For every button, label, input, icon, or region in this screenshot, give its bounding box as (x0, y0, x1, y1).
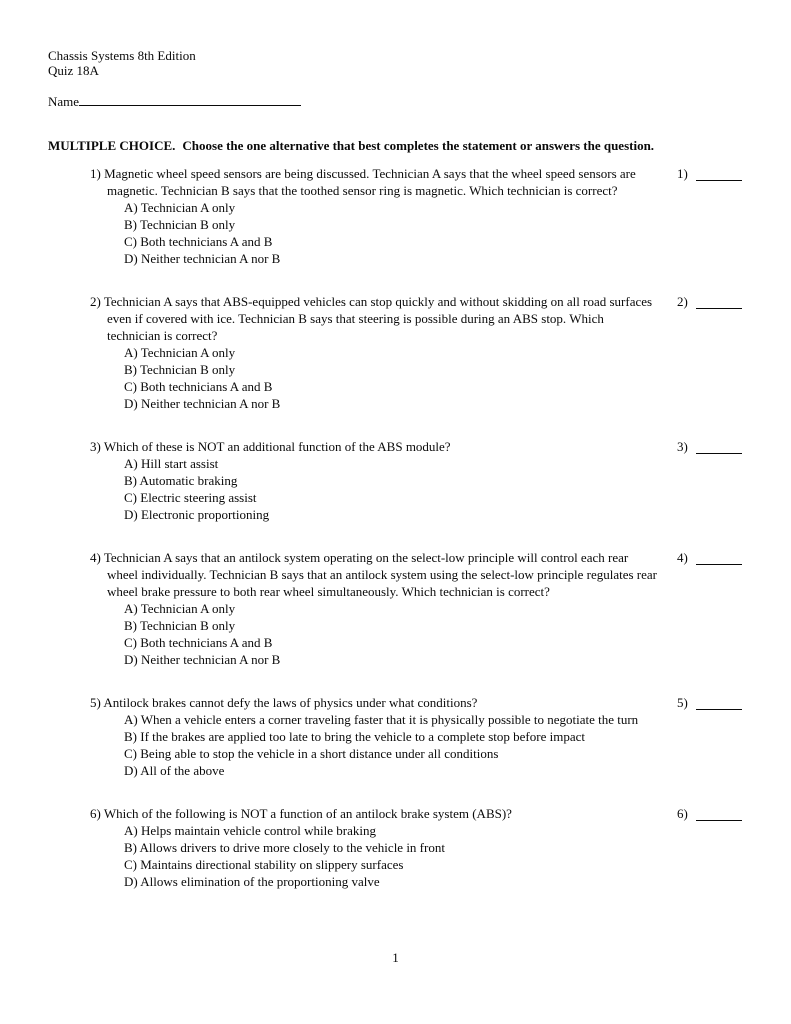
option-list (124, 344, 660, 412)
option: A) Technician A only (124, 200, 236, 215)
option: A) Technician A only (124, 601, 236, 616)
option: A) Technician A only (124, 345, 236, 360)
page-footer (0, 949, 791, 966)
question-5 (90, 694, 745, 779)
answer-number: 5) (677, 695, 688, 710)
option: A) Helps maintain vehicle control while braking (124, 823, 376, 838)
option-list (124, 600, 660, 668)
question-number: 3) (90, 439, 101, 454)
option: C) Both technicians A and B (124, 234, 273, 249)
option: B) If the brakes are applied too late to bring the vehicle to a complete stop before impact (124, 729, 585, 744)
question-text: 2) Technician A says that ABS-equipped vehicles can stop quickly and without skidding on all road surfaces even if covered with ice. Technician B says that steering is possible during an ABS stop. Which technician is correct? (90, 294, 653, 343)
option: D) Allows elimination of the proportioning valve (124, 874, 380, 889)
option: B) Technician B only (124, 362, 236, 377)
option: D) All of the above (124, 763, 225, 778)
question-text: 5) Antilock brakes cannot defy the laws of physics under what conditions? (90, 695, 478, 710)
answer-number: 4) (677, 550, 688, 565)
option: D) Neither technician A nor B (124, 396, 281, 411)
answer-area (677, 805, 745, 822)
question-3 (90, 438, 745, 523)
answer-blank[interactable] (696, 438, 742, 454)
answer-number: 2) (677, 294, 688, 309)
option: B) Technician B only (124, 618, 236, 633)
doc-title: Chassis Systems 8th Edition (48, 48, 196, 63)
answer-number: 1) (677, 166, 688, 181)
option: C) Electric steering assist (124, 490, 257, 505)
answer-area (677, 165, 745, 182)
answer-blank[interactable] (696, 549, 742, 565)
option: D) Neither technician A nor B (124, 251, 281, 266)
answer-blank[interactable] (696, 293, 742, 309)
option-list (124, 822, 660, 890)
question-1 (90, 165, 745, 267)
answer-area (677, 549, 745, 566)
question-number: 2) (90, 294, 101, 309)
question-text: 4) Technician A says that an antilock system operating on the select-low principle will control each rear wheel individually. Technician B says that an antilock system using the select-low principle regulates rear wheel brake pressure to both rear wheel simultaneously. Which technician is correct? (90, 550, 657, 599)
name-blank[interactable] (79, 92, 301, 106)
option: C) Maintains directional stability on slippery surfaces (124, 857, 404, 872)
answer-blank[interactable] (696, 805, 742, 821)
question-6 (90, 805, 745, 890)
option: C) Both technicians A and B (124, 635, 273, 650)
option: A) When a vehicle enters a corner traveling faster that it is physically possible to negotiate the turn (124, 712, 639, 727)
question-text: 6) Which of the following is NOT a function of an antilock brake system (ABS)? (90, 806, 512, 821)
option: B) Automatic braking (124, 473, 238, 488)
answer-number: 3) (677, 439, 688, 454)
question-4 (90, 549, 745, 668)
option: C) Both technicians A and B (124, 379, 273, 394)
answer-blank[interactable] (696, 694, 742, 710)
answer-area (677, 694, 745, 711)
question-number: 1) (90, 166, 101, 181)
option: C) Being able to stop the vehicle in a short distance under all conditions (124, 746, 499, 761)
doc-subtitle: Quiz 18A (48, 63, 99, 78)
section-heading (48, 137, 745, 154)
answer-blank[interactable] (696, 165, 742, 181)
question-2 (90, 293, 745, 412)
page-number: 1 (392, 950, 399, 965)
option-list (124, 455, 660, 523)
name-label: Name (48, 94, 80, 109)
option: B) Technician B only (124, 217, 236, 232)
option: D) Neither technician A nor B (124, 652, 281, 667)
section-heading-text: Choose the one alternative that best completes the statement or answers the question. (182, 138, 655, 153)
question-number: 4) (90, 550, 101, 565)
option: A) Hill start assist (124, 456, 219, 471)
document-header (48, 48, 745, 78)
option: D) Electronic proportioning (124, 507, 270, 522)
question-number: 6) (90, 806, 101, 821)
option-list (124, 199, 660, 267)
question-list (48, 165, 745, 890)
option-list (124, 711, 660, 779)
question-text: 3) Which of these is NOT an additional function of the ABS module? (90, 439, 451, 454)
section-heading-label: MULTIPLE CHOICE. (48, 138, 176, 153)
answer-area (677, 438, 745, 455)
answer-area (677, 293, 745, 310)
option: B) Allows drivers to drive more closely to the vehicle in front (124, 840, 445, 855)
name-row (48, 92, 745, 110)
question-text: 1) Magnetic wheel speed sensors are being discussed. Technician A says that the wheel speed sensors are magnetic. Technician B says that the toothed sensor ring is magnetic. Which technician is correct? (90, 166, 636, 198)
answer-number: 6) (677, 806, 688, 821)
question-number: 5) (90, 695, 101, 710)
